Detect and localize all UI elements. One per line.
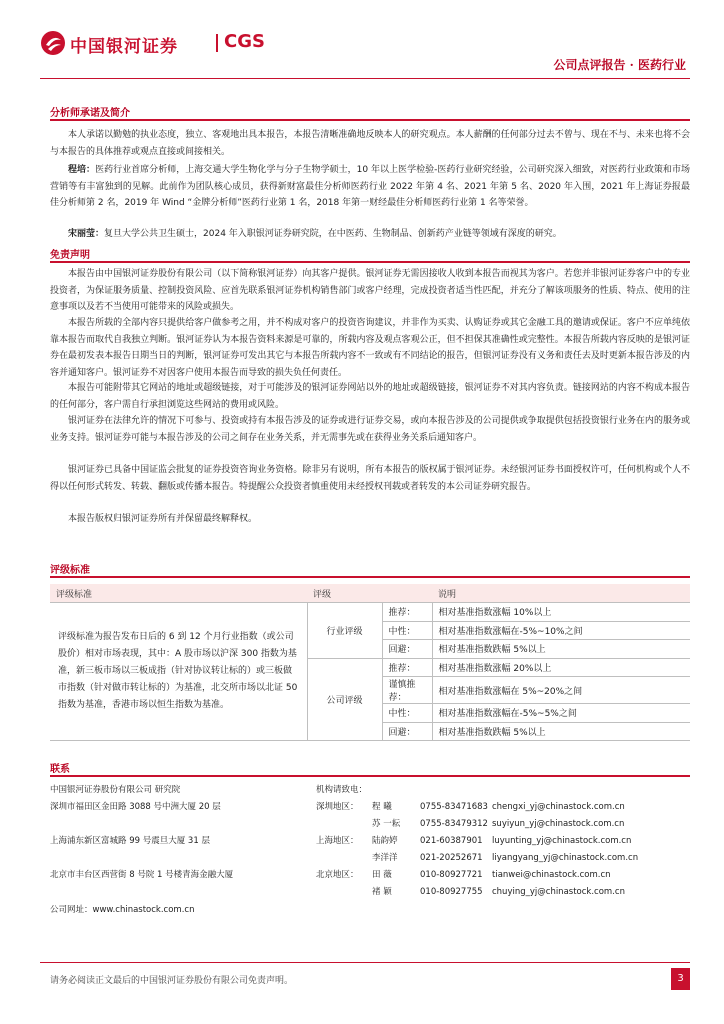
footer-divider [40, 962, 690, 963]
logo-text-cn: 中国银河证券 [70, 37, 178, 57]
section-divider [50, 261, 690, 263]
rating-level: 谨慎推荐： [382, 677, 432, 704]
rating-table [50, 584, 690, 741]
analyst-bio-cheng [50, 162, 690, 212]
rating-desc: 相对基准指数涨幅 20%以上 [432, 658, 690, 677]
rating-level: 中性： [382, 621, 432, 640]
contact-phone: 0755-83479312 [420, 819, 488, 829]
contact-name: 苏 一耘 [372, 819, 401, 829]
contact-phone: 0755-83471683 [420, 802, 488, 812]
logo-text-en: CGS [224, 31, 265, 52]
report-type: 公司点评报告 · 医药行业 [553, 58, 686, 72]
contact-email[interactable]: luyunting_yj@chinastock.com.cn [492, 836, 632, 846]
section-divider [50, 576, 690, 578]
header-divider [40, 78, 690, 79]
contact-phone: 021-20252671 [420, 853, 483, 863]
office-address-shenzhen: 深圳市福田区金田路 3088 号中洲大厦 20 层 [50, 802, 221, 812]
rating-standard-description: 评级标准为报告发布日后的 6 到 12 个月行业指数（或公司股价）相对市场表现，其中：A 股市场以沪深 300 指数为基准，新三板市场以三板成指（针对协议转让标的）或三板做市指数（针对做市转让标的）为基准，北交所市场以北证 50 指数为基准，香港市场以恒生指数为基准。 [50, 603, 307, 741]
contact-email[interactable]: chuying_yj@chinastock.com.cn [492, 887, 625, 897]
company-rating-label: 公司评级 [307, 658, 382, 741]
analyst-section-title: 分析师承诺及简介 [50, 108, 130, 119]
contact-phone: 021-60387901 [420, 836, 483, 846]
analyst-bio-text: 医药行业首席分析师，上海交通大学生物化学与分子生物学硕士，10 年以上医学检验-医药行业研究经验，公司研究深入细致，对医药行业政策和市场营销等有丰富独到的见解。此前作为团队核心成员，获得新财富最佳分析师医药行业 2022 年第 4 名、2021 年第 5 名、2020 年入围，2021 年上海证券报最佳分析师第 2 名，2019 年 Wind “金牌分析师”医药行业第 1 名，2018 年第一财经最佳分析师医药行业第 1 名等荣誉。 [50, 165, 690, 208]
industry-rating-label: 行业评级 [307, 603, 382, 659]
contact-email[interactable]: liyangyang_yj@chinastock.com.cn [492, 853, 639, 863]
analyst-bio-song [50, 226, 690, 243]
rating-desc: 相对基准指数跌幅 5%以上 [432, 722, 690, 741]
contact-section-title: 联系 [50, 764, 70, 775]
region-beijing: 北京地区： [316, 870, 359, 880]
rating-table-header [50, 584, 690, 603]
header-standard: 评级标准 [50, 584, 307, 603]
disclaimer-p2: 本报告所载的全部内容只提供给客户做参考之用，并不构成对客户的投资咨询建议，并非作为买卖、认购证券或其它金融工具的邀请或保证。客户不应单纯依靠本报告而取代自我独立判断。银河证券认为本报告资料来源是可靠的，所载内容及观点客观公正，但不担保其准确性或完整性。本报告所载内容反映的是银河证券在最初发表本报告日期当日的判断，银河证券可发出其它与本报告所载内容不一致或有不同结论的报告，但银河证券没有义务和责任去及时更新本报告涉及的内容并通知客户。银河证券不对因客户使用本报告而导致的损失负任何责任。 [50, 318, 690, 378]
logo-separator [216, 34, 218, 52]
contact-name: 褚 颖 [372, 887, 392, 897]
contact-name: 李洋洋 [372, 853, 398, 863]
contact-email[interactable]: suyiyun_yj@chinastock.com.cn [492, 819, 625, 829]
disclaimer-section-title: 免责声明 [50, 250, 90, 261]
rating-level: 中性： [382, 704, 432, 723]
footer-note: 请务必阅读正文最后的中国银河证券股份有限公司免责声明。 [50, 976, 294, 986]
header-description: 说明 [432, 584, 690, 603]
section-divider [50, 775, 690, 777]
rating-level: 推荐： [382, 603, 432, 622]
contact-email[interactable]: chengxi_yj@chinastock.com.cn [492, 802, 625, 812]
rating-desc: 相对基准指数涨幅在 5%~20%之间 [432, 677, 690, 704]
analyst-bio-text: 复旦大学公共卫生硕士，2024 年入职银河证券研究院，在中医药、生物制品、创新药产业链等领域有深度的研究。 [104, 229, 562, 239]
sales-label: 机构请致电： [316, 785, 368, 795]
analyst-name: 程培： [68, 165, 96, 175]
cgs-logo-icon [40, 30, 66, 56]
disclaimer-p1: 本报告由中国银河证券股份有限公司（以下简称银河证券）向其客户提供。银河证券无需因接收人收到本报告而视其为客户。若您并非银河证券客户中的专业投资者，为保证服务质量、控制投资风险、应首先联系银河证券机构销售部门或客户经理，完成投资者适当性匹配，并充分了解该项服务的性质、特点、使用的注意事项以及若不当使用可能带来的风险或损失。 [50, 269, 690, 312]
section-divider [50, 119, 690, 121]
contact-phone: 010-80927755 [420, 887, 483, 897]
page-number: 3 [671, 968, 690, 990]
rating-desc: 相对基准指数涨幅在-5%~5%之间 [432, 704, 690, 723]
contact-name: 程 曦 [372, 802, 392, 812]
rating-section-title: 评级标准 [50, 565, 90, 576]
disclaimer-p5: 银河证券已具备中国证监会批复的证券投资咨询业务资格。除非另有说明，所有本报告的版权属于银河证券。未经银河证券书面授权许可，任何机构或个人不得以任何形式转发、转载、翻版或传播本报告。特提醒公众投资者慎重使用未经授权刊载或者转发的本公司证券研究报告。 [50, 465, 690, 492]
rating-level: 回避： [382, 722, 432, 741]
rating-desc: 相对基准指数涨幅 10%以上 [432, 603, 690, 622]
office-address-shanghai: 上海浦东新区富城路 99 号震旦大厦 31 层 [50, 836, 210, 846]
company-name: 中国银河证券股份有限公司 研究院 [50, 785, 181, 795]
table-row [50, 603, 690, 622]
analyst-commitment: 本人承诺以勤勉的执业态度，独立、客观地出具本报告，本报告清晰准确地反映本人的研究观点。本人薪酬的任何部分过去不曾与、现在不与、未来也将不会与本报告的具体推荐或观点直接或间接相关。 [50, 130, 690, 157]
disclaimer-p4: 银河证券在法律允许的情况下可参与、投资或持有本报告涉及的证券或进行证券交易，或向本报告涉及的公司提供或争取提供包括投资银行业务在内的服务或业务支持。银河证券可能与本报告涉及的公司之间存在业务关系，并无需事先或在获得业务关系后通知客户。 [50, 416, 690, 443]
disclaimer-p6: 本报告版权归银河证券所有并保留最终解释权。 [68, 514, 258, 524]
contact-email[interactable]: tianwei@chinastock.com.cn [492, 870, 611, 880]
contact-phone: 010-80927721 [420, 870, 483, 880]
region-shenzhen: 深圳地区： [316, 802, 359, 812]
rating-desc: 相对基准指数跌幅 5%以上 [432, 640, 690, 659]
office-address-beijing: 北京市丰台区西营街 8 号院 1 号楼青海金融大厦 [50, 870, 234, 880]
rating-level: 回避： [382, 640, 432, 659]
contact-name: 陆韵婷 [372, 836, 398, 846]
analyst-name: 宋丽莹： [68, 229, 105, 239]
rating-desc: 相对基准指数涨幅在-5%~10%之间 [432, 621, 690, 640]
page-header [40, 28, 690, 58]
company-website[interactable]: 公司网址：www.chinastock.com.cn [50, 905, 195, 915]
contact-name: 田 薇 [372, 870, 392, 880]
header-rating: 评级 [307, 584, 432, 603]
disclaimer-p3: 本报告可能附带其它网站的地址或超级链接，对于可能涉及的银河证券网站以外的地址或超级链接，银河证券不对其内容负责。链接网站的内容不构成本报告的任何部分，客户需自行承担浏览这些网站的费用或风险。 [50, 383, 690, 410]
rating-level: 推荐： [382, 658, 432, 677]
region-shanghai: 上海地区： [316, 836, 359, 846]
